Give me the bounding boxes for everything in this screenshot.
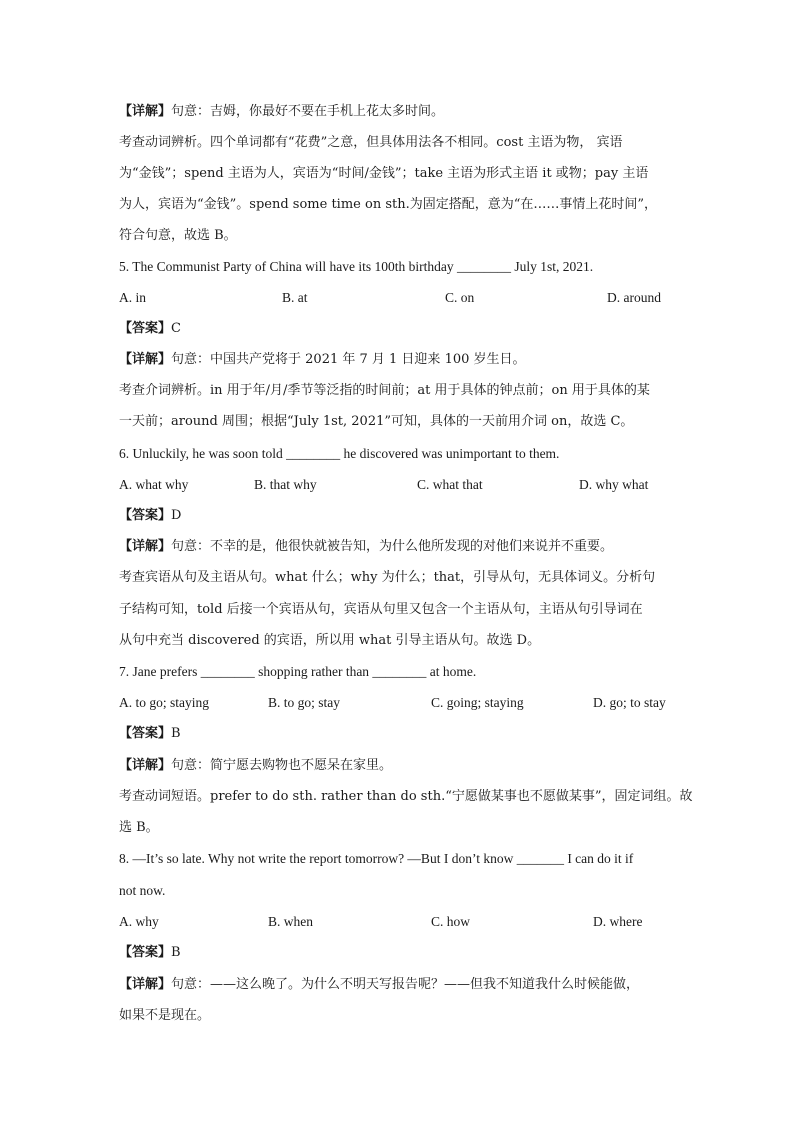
q4-explanation-line: 考查动词辨析。四个单词都有“花费”之意，但具体用法各不相同。cost 主语为物， 宾语 (119, 135, 623, 150)
detail-text: 句意：吉姆，你最好不要在手机上花太多时间。 (171, 104, 445, 119)
q6-explanation-line: 从句中充当 discovered 的宾语，所以用 what 引导主语从句。故选 D。 (119, 633, 541, 648)
q6-options (119, 475, 679, 495)
option-a: A. what why (119, 477, 189, 492)
q6-explanation-line: 子结构可知，told 后接一个宾语从句，宾语从句里又包含一个主语从句，主语从句引导词在 (119, 602, 643, 617)
q4-explanation-line: 为人，宾语为“金钱”。spend some time on sth.为固定搭配，意为“在……事情上花时间”， (119, 197, 658, 212)
q7-explanation-line: 考查动词短语。prefer to do sth. rather than do sth.“宁愿做某事也不愿做某事”，固定词组。故 (119, 789, 693, 804)
detail-tag: 【详解】 (119, 539, 172, 554)
q7-options (119, 693, 679, 713)
q4-explanation-line: 符合句意，故选 B。 (119, 228, 237, 243)
detail-text: 句意：简宁愿去购物也不愿呆在家里。 (171, 758, 393, 773)
q8-detail (119, 975, 676, 995)
answer-tag: 【答案】 (119, 508, 172, 523)
q5-question: 5. The Communist Party of China will have its 100th birthday ________ July 1st, 2021. (119, 259, 594, 274)
q7-explanation-line: 选 B。 (119, 820, 159, 835)
answer-tag: 【答案】 (119, 945, 172, 960)
q8-answer (119, 943, 676, 963)
q5-explanation-line: 一天前；around 周围；根据“July 1st, 2021”可知，具体的一天前用介词 on，故选 C。 (119, 414, 634, 429)
q7-detail (119, 756, 676, 776)
q5-answer (119, 319, 676, 339)
answer-value: B (171, 945, 181, 960)
detail-tag: 【详解】 (119, 352, 172, 367)
answer-value: B (171, 726, 181, 741)
q6-detail (119, 537, 676, 557)
option-b: B. when (268, 914, 313, 929)
option-a: A. why (119, 914, 159, 929)
option-d: D. why what (579, 477, 649, 492)
detail-tag: 【详解】 (119, 977, 172, 992)
answer-tag: 【答案】 (119, 321, 172, 336)
answer-value: C (171, 321, 181, 336)
q6-explanation-line: 考查宾语从句及主语从句。what 什么；why 为什么；that，引导从句，无具体词义。分析句 (119, 570, 656, 585)
option-b: B. at (282, 290, 308, 305)
detail-tag: 【详解】 (119, 758, 172, 773)
q8-question-continued: not now. (119, 883, 166, 898)
option-b: B. that why (254, 477, 317, 492)
detail-text: 句意：不幸的是，他很快就被告知，为什么他所发现的对他们来说并不重要。 (171, 539, 614, 554)
option-c: C. going; staying (431, 695, 524, 710)
detail-text: 句意：中国共产党将于 2021 年 7 月 1 日迎来 100 岁生日。 (171, 352, 526, 367)
q4-explanation-line: 为“金钱”；spend 主语为人，宾语为“时间/金钱”；take 主语为形式主语 it 或物；pay 主语 (119, 166, 649, 181)
q5-options (119, 288, 679, 308)
q8-options (119, 912, 679, 932)
q7-question: 7. Jane prefers ________ shopping rather than ________ at home. (119, 664, 477, 679)
answer-value: D (171, 508, 182, 523)
option-d: D. where (593, 914, 643, 929)
option-c: C. how (431, 914, 471, 929)
detail-tag: 【详解】 (119, 104, 172, 119)
answer-tag: 【答案】 (119, 726, 172, 741)
q5-explanation-line: 考查介词辨析。in 用于年/月/季节等泛指的时间前；at 用于具体的钟点前；on 用于具体的某 (119, 383, 650, 398)
q8-explanation-line: 如果不是现在。 (119, 1008, 211, 1023)
option-c: C. what that (417, 477, 483, 492)
q7-answer (119, 724, 676, 744)
option-d: D. around (607, 290, 661, 305)
q6-answer (119, 506, 676, 526)
option-a: A. to go; staying (119, 695, 209, 710)
q5-detail (119, 350, 676, 370)
option-d: D. go; to stay (593, 695, 666, 710)
detail-text: 句意：——这么晚了。为什么不明天写报告呢？——但我不知道我什么时候能做， (171, 977, 640, 992)
q8-question: 8. —It’s so late. Why not write the report tomorrow? —But I don’t know _______ I can do it if (119, 851, 634, 866)
option-b: B. to go; stay (268, 695, 341, 710)
q4-detail (119, 102, 676, 122)
option-a: A. in (119, 290, 146, 305)
q6-question: 6. Unluckily, he was soon told ________ he discovered was unimportant to them. (119, 446, 560, 461)
option-c: C. on (445, 290, 475, 305)
